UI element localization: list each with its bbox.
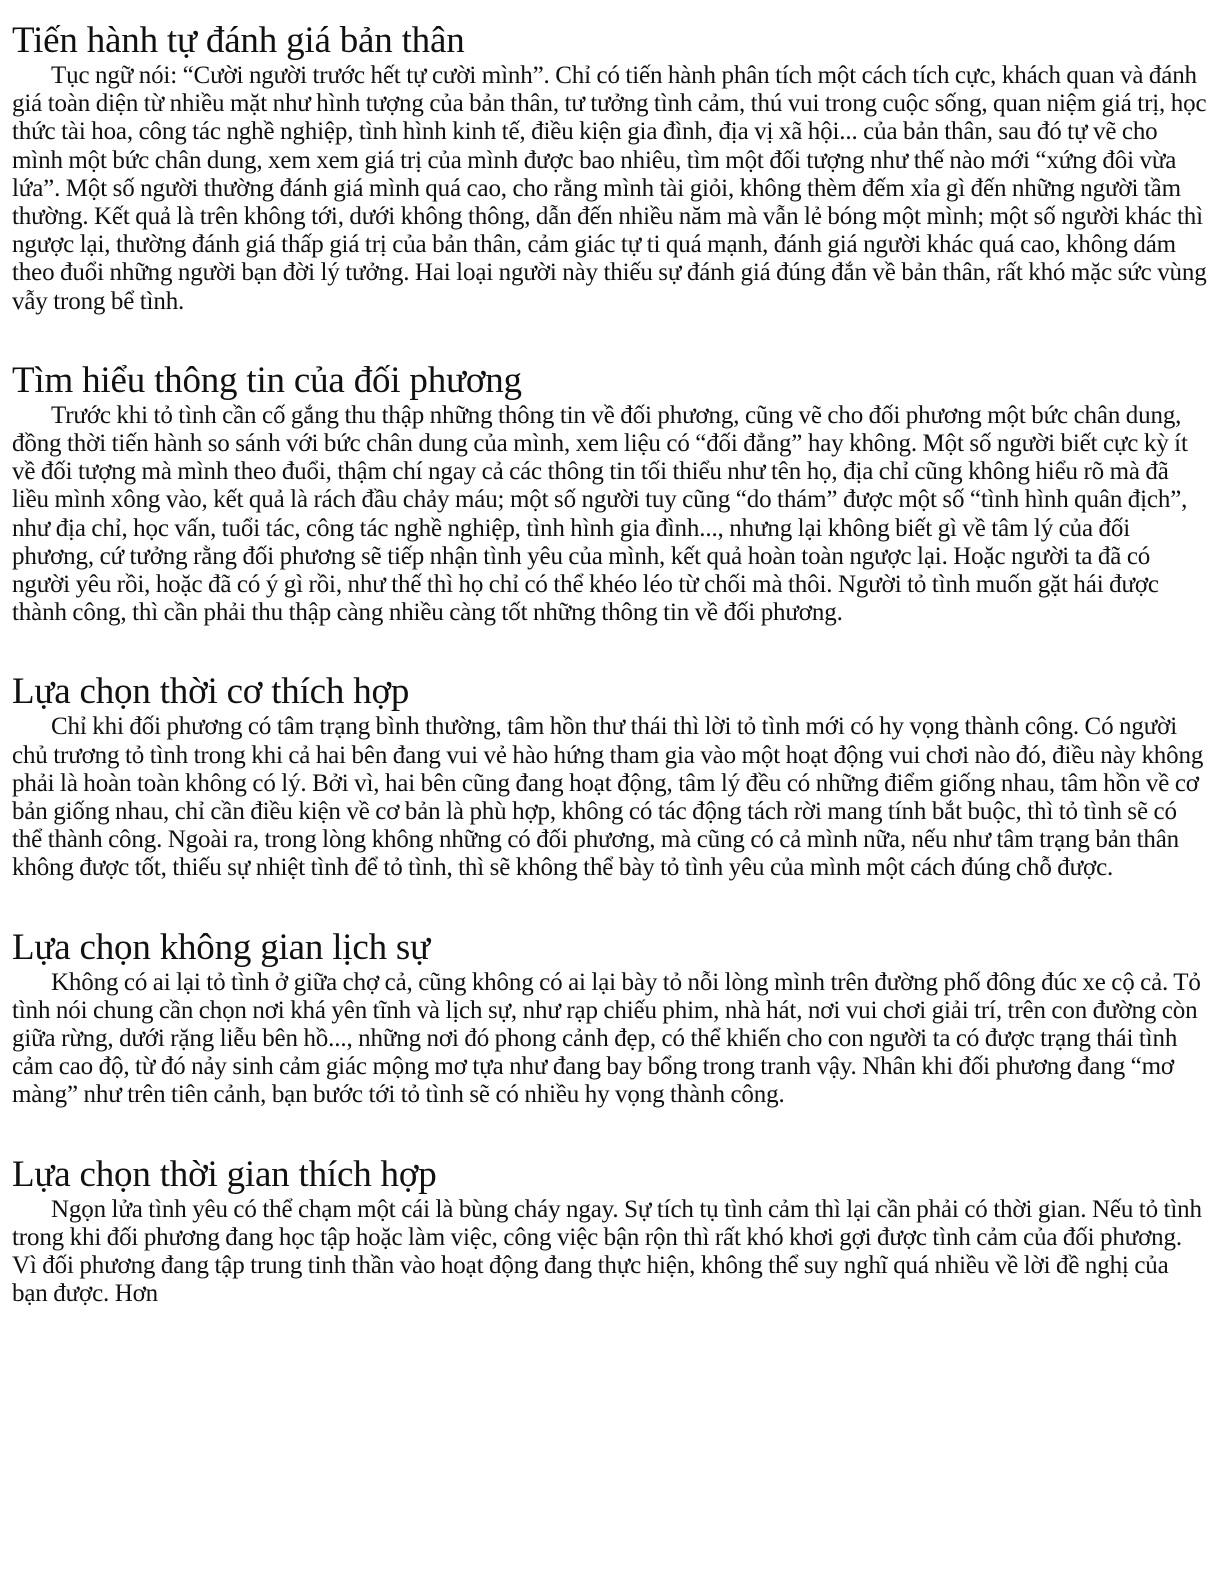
section-paragraph: Chỉ khi đối phương có tâm trạng bình thường, tâm hồn thư thái thì lời tỏ tình mới có hy vọng thành công. Có người chủ trương tỏ tình trong khi cả hai bên đang vui vẻ hào hứng tham gia vào một hoạt động vui chơi nào đó, điều này không phải là hoàn toàn không có lý. Bởi vì, hai bên cũng đang hoạt động, tâm lý đều có những điểm giống nhau, tâm hồn về cơ bản giống nhau, chỉ cần điều kiện về cơ bản là phù hợp, không có tác động tách rời mang tính bắt buộc, thì tỏ tình sẽ có thể thành công. Ngoài ra, trong lòng không những có đối phương, mà cũng có cả mình nữa, nếu như tâm trạng bản thân không được tốt, thiếu sự nhiệt tình để tỏ tình, thì sẽ không thể bày tỏ tình yêu của mình một cách đúng chỗ được. [12, 713, 1204, 882]
section-heading: Tiến hành tự đánh giá bản thân [12, 20, 465, 61]
section-paragraph: Ngọn lửa tình yêu có thể chạm một cái là bùng cháy ngay. Sự tích tụ tình cảm thì lại cần phải có thời gian. Nếu tỏ tình trong khi đối phương đang học tập hoặc làm việc, công việc bận rộn thì rất khó khơi gợi được tình cảm của đối phương. Vì đối phương đang tập trung tinh thần vào hoạt động đang thực hiện, không thể suy nghĩ quá nhiều về lời đề nghị của bạn được. Hơn [12, 1195, 1202, 1308]
document-page [12, 20, 1208, 1353]
section-right-moment [12, 671, 1208, 882]
section-right-place [12, 927, 1208, 1110]
section-heading: Lựa chọn không gian lịch sự [12, 926, 430, 968]
section-partner-information [12, 360, 1208, 628]
section-heading: Lựa chọn thời cơ thích hợp [12, 671, 410, 713]
section-paragraph: Tục ngữ nói: “Cười người trước hết tự cười mình”. Chỉ có tiến hành phân tích một cách tích cực, khách quan và đánh giá toàn diện từ nhiều mặt như hình tượng của bản thân, tư tưởng tình cảm, thú vui trong cuộc sống, quan niệm giá trị, học thức tài hoa, công tác nghề nghiệp, tình hình kinh tế, điều kiện gia đình, địa vị xã hội... của bản thân, sau đó tự vẽ cho mình một bức chân dung, xem xem giá trị của mình được bao nhiêu, tìm một đối tượng như thế nào mới “xứng đôi vừa lứa”. Một số người thường đánh giá mình quá cao, cho rằng mình tài giỏi, không thèm đếm xỉa gì đến những người tầm thường. Kết quả là trên không tới, dưới không thông, dẫn đến nhiều năm mà vẫn lẻ bóng một mình; một số người khác thì ngược lại, thường đánh giá thấp giá trị của bản thân, cảm giác tự ti quá mạnh, đánh giá người khác quá cao, không dám theo đuổi những người bạn đời lý tưởng. Hai loại người này thiếu sự đánh giá đúng đắn về bản thân, rất khó mặc sức vùng vẫy trong bể tình. [12, 62, 1207, 315]
section-self-assessment [12, 20, 1208, 316]
section-paragraph: Không có ai lại tỏ tình ở giữa chợ cả, cũng không có ai lại bày tỏ nỗi lòng mình trên đường phố đông đúc xe cộ cả. Tỏ tình nói chung cần chọn nơi khá yên tĩnh và lịch sự, như rạp chiếu phim, nhà hát, nơi vui chơi giải trí, trên con đường còn giữa rừng, dưới rặng liễu bên hồ..., những nơi đó phong cảnh đẹp, có thể khiến cho con người ta có được trạng thái tình cảm cao độ, từ đó nảy sinh cảm giác mộng mơ tựa như đang bay bổng trong tranh vậy. Nhân khi đối phương đang “mơ màng” như trên tiên cảnh, bạn bước tới tỏ tình sẽ có nhiều hy vọng thành công. [12, 968, 1201, 1109]
section-paragraph: Trước khi tỏ tình cần cố gắng thu thập những thông tin về đối phương, cũng vẽ cho đối phương một bức chân dung, đồng thời tiến hành so sánh với bức chân dung của mình, xem liệu có “đối đẳng” hay không. Một số người biết cực kỳ ít về đối tượng mà mình theo đuổi, thậm chí ngay cả các thông tin tối thiểu như tên họ, địa chỉ cũng không hiểu rõ mà đã liều mình xông vào, kết quả là rách đầu chảy máu; một số người tuy cũng “do thám” được một số “tình hình quân địch”, như địa chỉ, học vấn, tuổi tác, công tác nghề nghiệp, tình hình gia đình..., nhưng lại không biết gì về tâm lý của đối phương, cứ tưởng rằng đối phương sẽ tiếp nhận tình yêu của mình, kết quả hoàn toàn ngược lại. Hoặc người ta đã có người yêu rồi, hoặc đã có ý gì rồi, như thế thì họ chỉ có thể khéo léo từ chối mà thôi. Người tỏ tình muốn gặt hái được thành công, thì cần phải thu thập càng nhiều càng tốt những thông tin về đối phương. [12, 401, 1188, 627]
section-heading: Lựa chọn thời gian thích hợp [12, 1153, 437, 1195]
section-heading: Tìm hiểu thông tin của đối phương [12, 359, 522, 401]
section-right-time [12, 1154, 1208, 1309]
